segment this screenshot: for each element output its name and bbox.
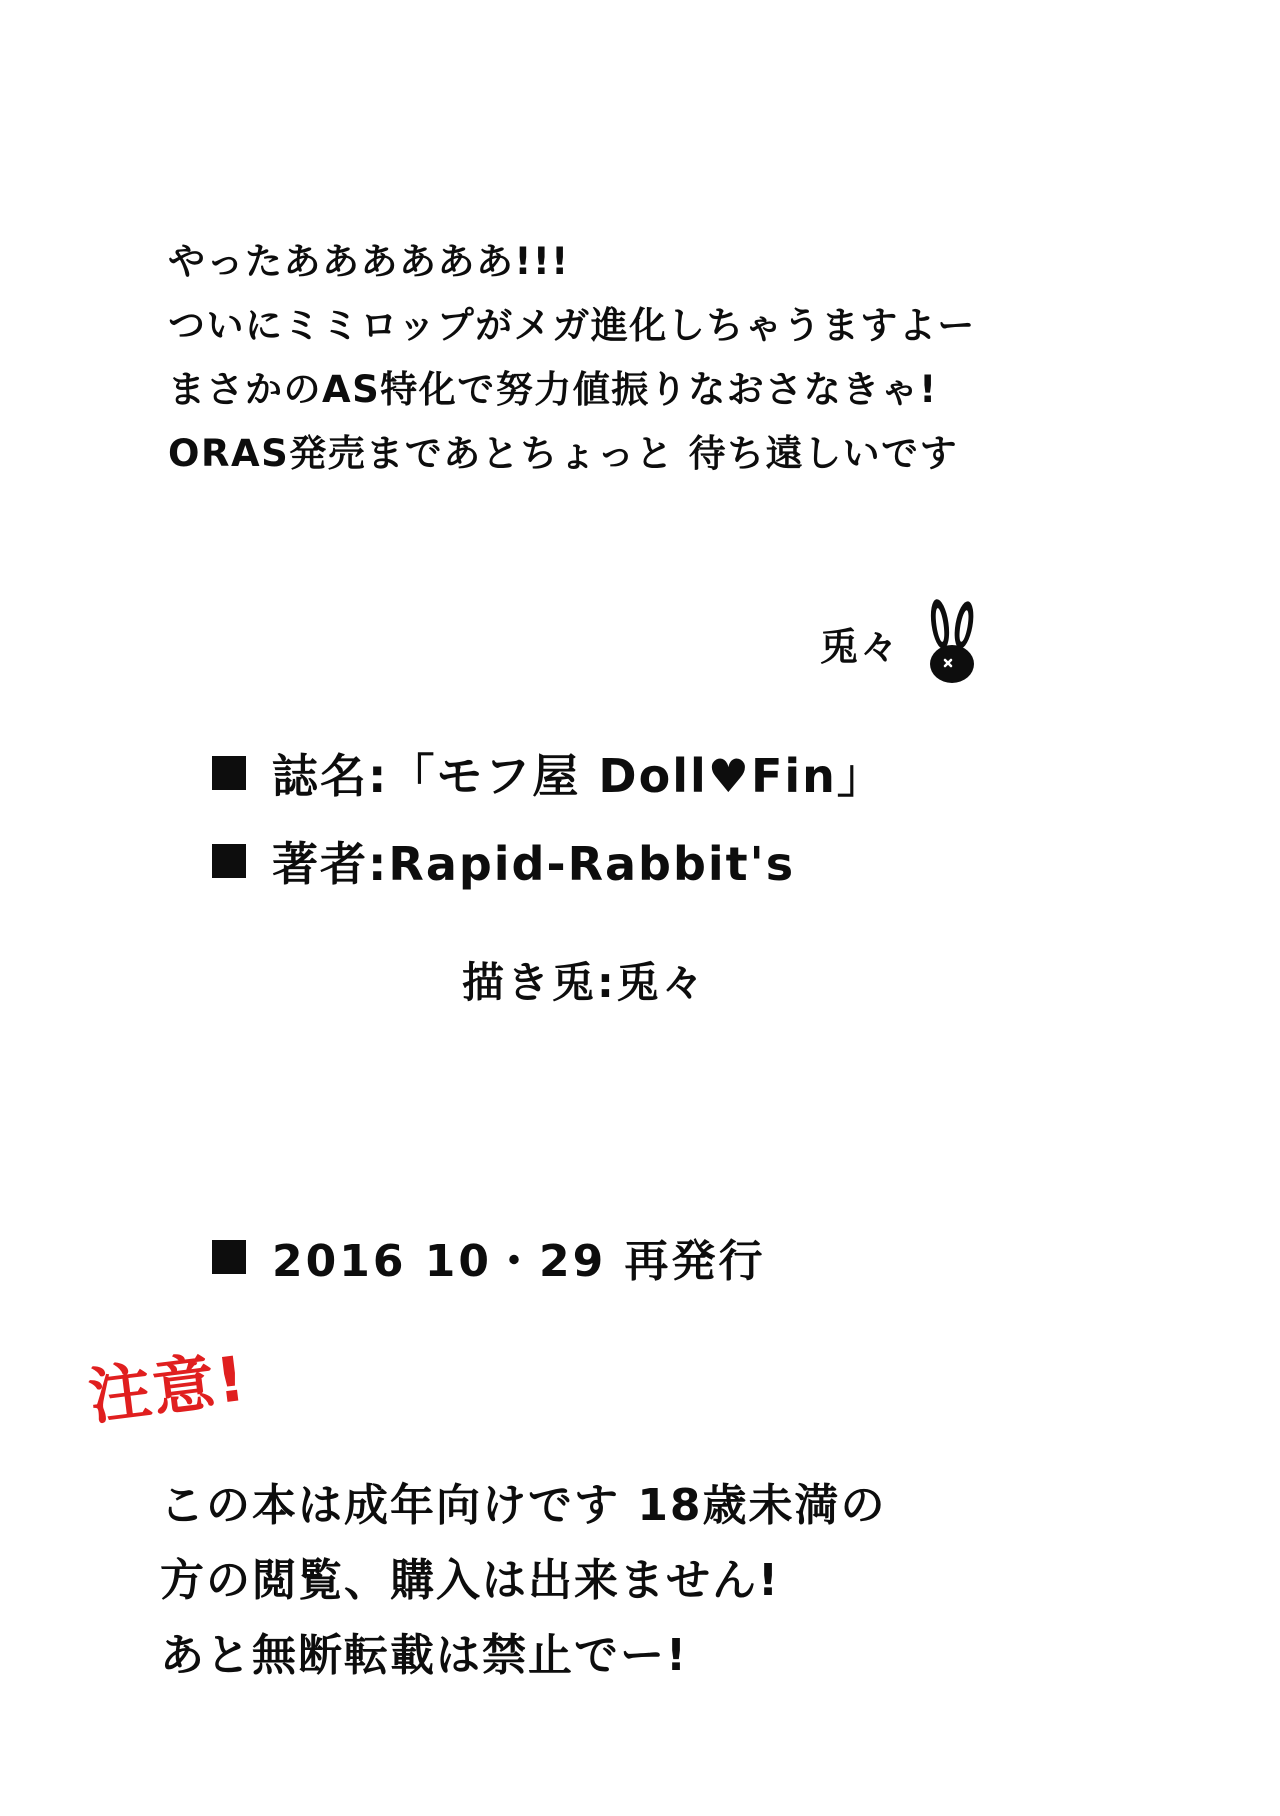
bunny-head-icon xyxy=(918,598,988,688)
warning-line: あと無断転載は禁止でー! xyxy=(160,1630,689,1681)
afterword-block xyxy=(168,230,1168,486)
bullet-square-icon xyxy=(212,1240,246,1274)
warning-heading: 注意! xyxy=(84,1341,251,1434)
afterword-line: まさかのAS特化で努力値振りなおさなきゃ! xyxy=(168,368,938,411)
bullet-square-icon xyxy=(212,844,246,878)
afterword-line: ついにミミロップがメガ進化しちゃうますよー xyxy=(168,304,976,347)
credits-block xyxy=(212,740,1212,1010)
afterword-line: やったああああああ!!! xyxy=(168,240,570,283)
book-title: 誌名:「モフ屋 Doll♥Fin」 xyxy=(272,749,885,803)
signature xyxy=(820,598,988,688)
signature-name: 兎々 xyxy=(820,624,901,669)
credit-author-row xyxy=(212,828,1212,894)
warning-body xyxy=(160,1468,1180,1693)
author-name: 著者:Rapid-Rabbit's xyxy=(272,837,796,891)
warning-line: 方の閲覧、購入は出来ません! xyxy=(160,1555,781,1606)
artist-credit: 描き兎:兎々 xyxy=(462,958,707,1007)
publication-date-row xyxy=(212,1225,766,1289)
bullet-square-icon xyxy=(212,756,246,790)
warning-line: この本は成年向けです 18歳未満の xyxy=(160,1480,887,1531)
afterword-line: ORAS発売まであとちょっと 待ち遠しいです xyxy=(168,432,959,475)
publication-date: 2016 10・29 再発行 xyxy=(272,1236,766,1287)
credit-title-row xyxy=(212,740,1212,806)
